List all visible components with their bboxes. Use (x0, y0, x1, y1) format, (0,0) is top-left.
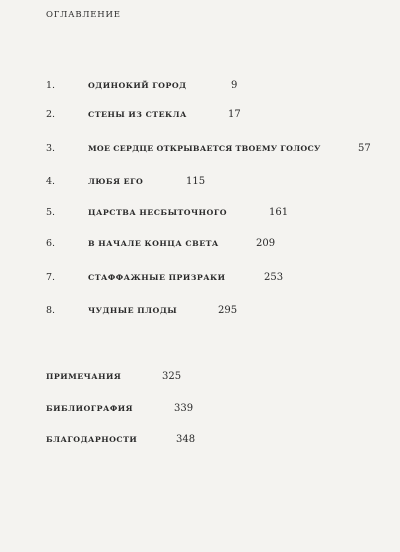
chapter-page: 115 (186, 176, 206, 187)
toc-entry-4 (0, 175, 400, 189)
toc-entry-acknowledgements (0, 433, 400, 447)
toc-entry-7 (0, 271, 400, 285)
chapter-page: 209 (256, 238, 276, 249)
chapter-title: СТАФФАЖНЫЕ ПРИЗРАКИ (88, 273, 226, 282)
section-title: БЛАГОДАРНОСТИ (46, 435, 138, 444)
chapter-page: 253 (264, 272, 284, 283)
chapter-number: 3. (46, 143, 56, 154)
chapter-page: 295 (218, 305, 238, 316)
chapter-title: ЛЮБЯ ЕГО (88, 177, 144, 186)
chapter-title: В НАЧАЛЕ КОНЦА СВЕТА (88, 239, 219, 248)
section-page: 339 (174, 403, 194, 414)
chapter-title: ЦАРСТВА НЕСБЫТОЧНОГО (88, 208, 228, 217)
chapter-page: 9 (231, 80, 238, 91)
page-title: ОГЛАВЛЕНИЕ (46, 10, 121, 20)
chapter-number: 4. (46, 176, 56, 187)
chapter-number: 1. (46, 80, 56, 91)
toc-entry-notes (0, 370, 400, 384)
toc-entry-2 (0, 108, 400, 122)
toc-entry-5 (0, 206, 400, 220)
chapter-title: МОЕ СЕРДЦЕ ОТКРЫВАЕТСЯ ТВОЕМУ ГОЛОСУ (88, 144, 321, 153)
chapter-title: ОДИНОКИЙ ГОРОД (88, 81, 187, 90)
section-title: БИБЛИОГРАФИЯ (46, 404, 133, 413)
chapter-page: 161 (269, 207, 289, 218)
toc-entry-8 (0, 304, 400, 318)
section-page: 348 (176, 434, 196, 445)
toc-entry-6 (0, 237, 400, 251)
toc-entry-bibliography (0, 402, 400, 416)
section-page: 325 (162, 371, 182, 382)
chapter-page: 17 (228, 109, 241, 120)
chapter-number: 5. (46, 207, 56, 218)
chapter-number: 6. (46, 238, 56, 249)
toc-entry-1 (0, 79, 400, 93)
section-title: ПРИМЕЧАНИЯ (46, 372, 122, 381)
chapter-page: 57 (358, 143, 371, 154)
chapter-title: ЧУДНЫЕ ПЛОДЫ (88, 306, 178, 315)
chapter-number: 2. (46, 109, 56, 120)
chapter-number: 8. (46, 305, 56, 316)
chapter-title: СТЕНЫ ИЗ СТЕКЛА (88, 110, 187, 119)
toc-entry-3 (0, 142, 400, 156)
chapter-number: 7. (46, 272, 56, 283)
